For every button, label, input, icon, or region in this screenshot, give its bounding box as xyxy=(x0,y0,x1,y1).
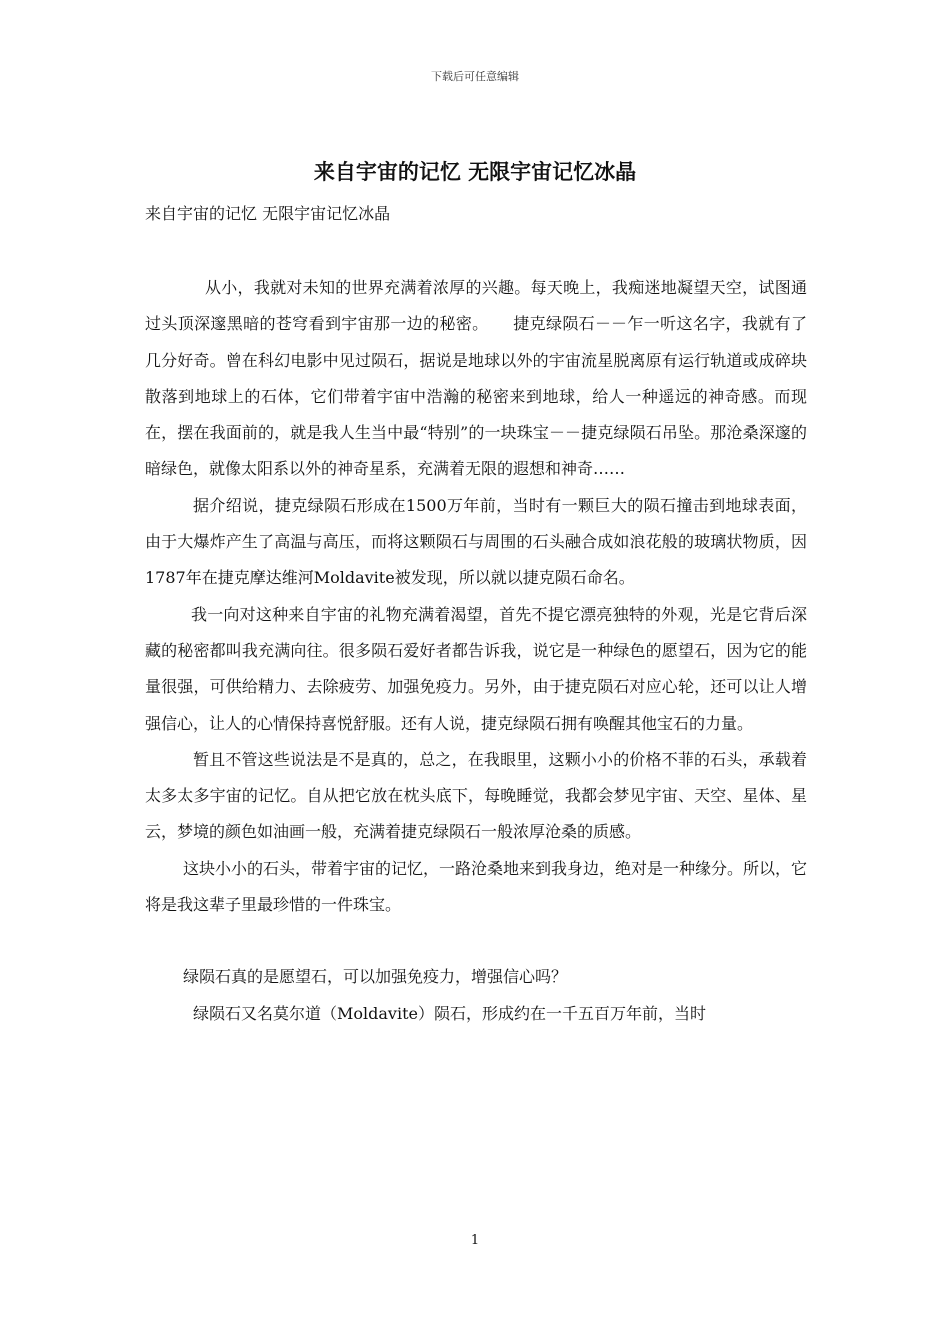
header-note: 下载后可任意编辑 xyxy=(431,70,519,83)
paragraph: 绿陨石又名莫尔道（Moldavite）陨石，形成约在一千五百万年前，当时 xyxy=(193,1003,706,1023)
document-body xyxy=(145,270,807,1032)
paragraph: 这块小小的石头，带着宇宙的记忆，一路沧桑地来到我身边，绝对是一种缘分。所以，它将是我这辈子里最珍惜的一件珠宝。 xyxy=(145,858,808,915)
paragraph: 从小，我就对未知的世界充满着浓厚的兴趣。每天晚上，我痴迷地凝望天空，试图通过头顶深邃黑暗的苍穹看到宇宙那一边的秘密。 捷克绿陨石－－乍一听这名字，我就有了几分好奇。曾在科幻电影中见过陨石，据说是地球以外的宇宙流星脱离原有运行轨道或成碎块散落到地球上的石体，它们带着宇宙中浩瀚的秘密来到地球，给人一种遥远的神奇感。而现在，摆在我面前的，就是我人生当中最“特别”的一块珠宝－－捷克绿陨石吊坠。那沧桑深邃的暗绿色，就像太阳系以外的神奇星系，充满着无限的遐想和神奇…… xyxy=(145,278,807,479)
paragraph: 据介绍说，捷克绿陨石形成在1500万年前，当时有一颗巨大的陨石撞击到地球表面，由于大爆炸产生了高温与高压，而将这颗陨石与周围的石头融合成如浪花般的玻璃状物质，因1787年在捷克摩达维河Moldavite被发现，所以就以捷克陨石命名。 xyxy=(145,495,807,588)
document-subtitle: 来自宇宙的记忆 无限宇宙记忆冰晶 xyxy=(145,204,391,223)
paragraph: 暂且不管这些说法是不是真的，总之，在我眼里，这颗小小的价格不菲的石头，承载着太多太多宇宙的记忆。自从把它放在枕头底下，每晚睡觉，我都会梦见宇宙、天空、星体、星云，梦境的颜色如油画一般，充满着捷克绿陨石一般浓厚沧桑的质感。 xyxy=(145,749,807,842)
paragraph-question: 绿陨石真的是愿望石，可以加强免疫力，增强信心吗？ xyxy=(183,967,568,987)
paragraph: 我一向对这种来自宇宙的礼物充满着渴望，首先不提它漂亮独特的外观，光是它背后深藏的秘密都叫我充满向往。很多陨石爱好者都告诉我，说它是一种绿色的愿望石，因为它的能量很强，可供给精力、去除疲劳、加强免疫力。另外，由于捷克陨石对应心轮，还可以让人增强信心，让人的心情保持喜悦舒服。还有人说，捷克绿陨石拥有唤醒其他宝石的力量。 xyxy=(145,604,807,733)
document-title: 来自宇宙的记忆 无限宇宙记忆冰晶 xyxy=(313,160,637,184)
page-number: 1 xyxy=(470,1233,480,1248)
